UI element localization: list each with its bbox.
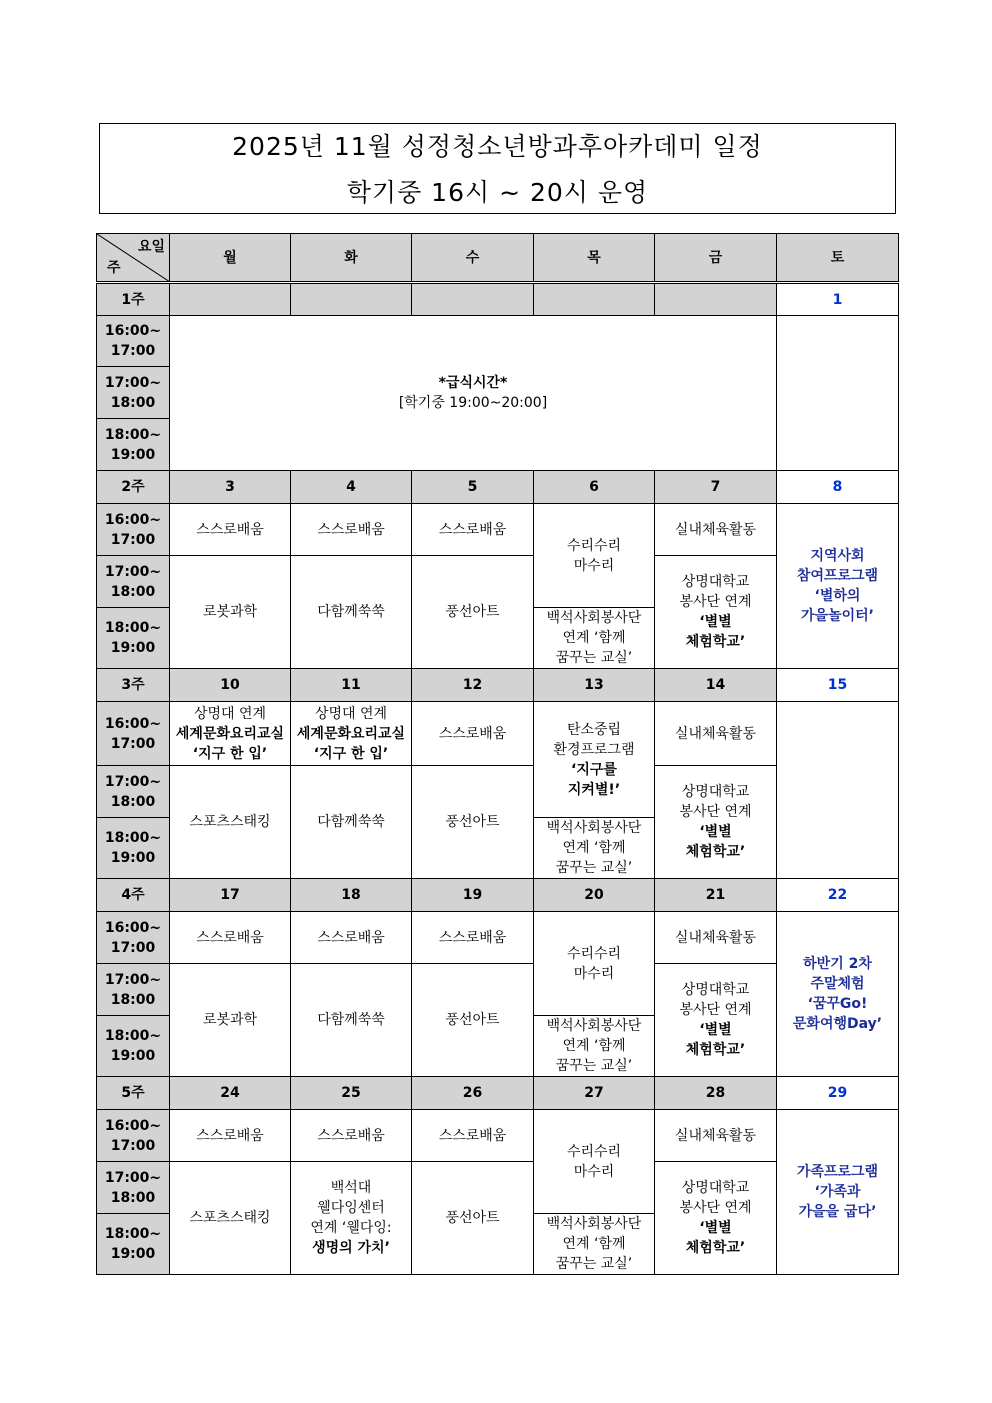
program-cell: 실내체육활동 — [655, 1110, 777, 1162]
schedule-title: 2025년 11월 성정청소년방과후아카데미 일정 — [232, 132, 763, 161]
date-cell: 27 — [534, 1077, 655, 1110]
program-cell: 스스로배움 — [412, 504, 534, 556]
date-cell: 10 — [170, 669, 291, 702]
program-cell: 풍선아트 — [412, 964, 534, 1077]
header-sat: 토 — [777, 234, 899, 283]
date-cell: 12 — [412, 669, 534, 702]
header-wed: 수 — [412, 234, 534, 283]
program-cell: 상명대 연계 세계문화요리교실 ‘지구 한 입’ — [170, 702, 291, 766]
program-cell: 실내체육활동 — [655, 912, 777, 964]
empty-cell — [777, 316, 899, 471]
date-cell: 25 — [291, 1077, 412, 1110]
program-cell: 상명대학교 봉사단 연계 ‘별별 체험학교’ — [655, 1162, 777, 1275]
program-cell: 로봇과학 — [170, 964, 291, 1077]
program-cell: 실내체육활동 — [655, 702, 777, 766]
saturday-program-cell: 지역사회 참여프로그램 ‘별하의 가을놀이터’ — [777, 504, 899, 669]
date-cell: 14 — [655, 669, 777, 702]
program-cell: 백석사회봉사단 연계 ‘함께 꿈꾸는 교실’ — [534, 608, 655, 669]
program-cell: 수리수리 마수리 — [534, 912, 655, 1016]
corner-day-label: 요일 — [137, 239, 165, 255]
date-cell: 24 — [170, 1077, 291, 1110]
program-cell: 스스로배움 — [291, 1110, 412, 1162]
program-cell: 다함께쑥쑥 — [291, 556, 412, 669]
program-cell: 상명대학교 봉사단 연계 ‘별별 체험학교’ — [655, 556, 777, 669]
date-cell — [534, 283, 655, 316]
date-cell: 28 — [655, 1077, 777, 1110]
time-slot: 18:00~ 19:00 — [97, 818, 170, 879]
program-cell: 상명대 연계 세계문화요리교실 ‘지구 한 입’ — [291, 702, 412, 766]
week-label: 1주 — [97, 283, 170, 316]
time-slot: 17:00~ 18:00 — [97, 766, 170, 818]
program-cell: 스포츠스태킹 — [170, 766, 291, 879]
schedule-subtitle: 학기중 16시 ~ 20시 운영 — [346, 178, 649, 207]
date-cell — [412, 283, 534, 316]
header-thu: 목 — [534, 234, 655, 283]
date-cell: 11 — [291, 669, 412, 702]
program-cell: 다함께쑥쑥 — [291, 766, 412, 879]
time-slot: 17:00~ 18:00 — [97, 367, 170, 419]
date-cell-saturday: 29 — [777, 1077, 899, 1110]
date-cell: 6 — [534, 471, 655, 504]
header-tue: 화 — [291, 234, 412, 283]
date-cell — [291, 283, 412, 316]
week-label: 3주 — [97, 669, 170, 702]
program-cell: 실내체육활동 — [655, 504, 777, 556]
corner-week-label: 주 — [107, 260, 121, 276]
program-cell: 스스로배움 — [412, 912, 534, 964]
program-cell: 상명대학교 봉사단 연계 ‘별별 체험학교’ — [655, 766, 777, 879]
date-cell: 7 — [655, 471, 777, 504]
meal-time-note: [학기중 19:00~20:00] — [398, 395, 548, 411]
time-slot: 16:00~ 17:00 — [97, 702, 170, 766]
program-cell: 백석사회봉사단 연계 ‘함께 꿈꾸는 교실’ — [534, 1214, 655, 1275]
week-label: 5주 — [97, 1077, 170, 1110]
date-cell — [170, 283, 291, 316]
program-cell: 백석사회봉사단 연계 ‘함께 꿈꾸는 교실’ — [534, 1016, 655, 1077]
time-slot: 18:00~ 19:00 — [97, 1016, 170, 1077]
program-cell: 상명대학교 봉사단 연계 ‘별별 체험학교’ — [655, 964, 777, 1077]
time-slot: 18:00~ 19:00 — [97, 608, 170, 669]
header-corner — [97, 234, 170, 283]
schedule-title-box — [99, 123, 896, 214]
week-label: 4주 — [97, 879, 170, 912]
saturday-program-cell: 하반기 2차 주말체험 ‘꿈꾸Go! 문화여행Day’ — [777, 912, 899, 1077]
program-cell: 백석사회봉사단 연계 ‘함께 꿈꾸는 교실’ — [534, 818, 655, 879]
program-cell: 풍선아트 — [412, 1162, 534, 1275]
date-cell-saturday: 8 — [777, 471, 899, 504]
date-cell: 3 — [170, 471, 291, 504]
program-cell: 스스로배움 — [412, 1110, 534, 1162]
program-cell: 풍선아트 — [412, 556, 534, 669]
program-cell: 스스로배움 — [412, 702, 534, 766]
header-mon: 월 — [170, 234, 291, 283]
program-cell: 백석대 웰다잉센터 연계 ‘웰다잉: 생명의 가치’ — [291, 1162, 412, 1275]
program-cell: 수리수리 마수리 — [534, 1110, 655, 1214]
time-slot: 16:00~ 17:00 — [97, 912, 170, 964]
saturday-program-cell: 가족프로그램 ‘가족과 가을을 굽다’ — [777, 1110, 899, 1275]
time-slot: 16:00~ 17:00 — [97, 316, 170, 367]
date-cell: 26 — [412, 1077, 534, 1110]
time-slot: 17:00~ 18:00 — [97, 964, 170, 1016]
date-cell-saturday: 22 — [777, 879, 899, 912]
date-cell: 18 — [291, 879, 412, 912]
program-cell: 스스로배움 — [170, 1110, 291, 1162]
time-slot: 17:00~ 18:00 — [97, 556, 170, 608]
program-cell: 스스로배움 — [291, 504, 412, 556]
date-cell: 5 — [412, 471, 534, 504]
date-cell: 17 — [170, 879, 291, 912]
program-cell: 스스로배움 — [170, 912, 291, 964]
date-cell — [655, 283, 777, 316]
program-cell: 스스로배움 — [170, 504, 291, 556]
schedule-table — [96, 233, 899, 1275]
date-cell: 13 — [534, 669, 655, 702]
header-fri: 금 — [655, 234, 777, 283]
week-label: 2주 — [97, 471, 170, 504]
program-cell: 스스로배움 — [291, 912, 412, 964]
time-slot: 16:00~ 17:00 — [97, 1110, 170, 1162]
meal-time-title: *급식시간* — [438, 375, 508, 391]
date-cell: 20 — [534, 879, 655, 912]
program-cell: 다함께쑥쑥 — [291, 964, 412, 1077]
date-cell-saturday: 1 — [777, 283, 899, 316]
program-cell: 스포츠스태킹 — [170, 1162, 291, 1275]
meal-time-cell — [170, 316, 777, 471]
date-cell: 21 — [655, 879, 777, 912]
date-cell: 19 — [412, 879, 534, 912]
time-slot: 18:00~ 19:00 — [97, 419, 170, 471]
time-slot: 18:00~ 19:00 — [97, 1214, 170, 1275]
date-cell-saturday: 15 — [777, 669, 899, 702]
program-cell: 풍선아트 — [412, 766, 534, 879]
program-cell: 탄소중립 환경프로그램 ‘지구를 지켜별!’ — [534, 702, 655, 818]
date-cell: 4 — [291, 471, 412, 504]
time-slot: 16:00~ 17:00 — [97, 504, 170, 556]
program-cell: 로봇과학 — [170, 556, 291, 669]
empty-cell — [777, 702, 899, 879]
time-slot: 17:00~ 18:00 — [97, 1162, 170, 1214]
program-cell: 수리수리 마수리 — [534, 504, 655, 608]
